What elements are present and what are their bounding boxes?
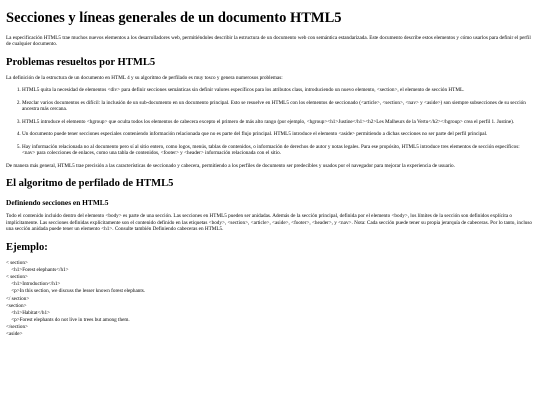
intro-paragraph: La especificación HTML5 trae muchos nuevos elementos a los desarrolladores web, permitiéndoles describir la estructura de un documento web con semántica estandarizada. Este documento describe estos elementos y cómo usarlos para definir el perfil de cualquier documento. xyxy=(6,34,531,48)
code-line: <p>Forest elephants do not live in trees but among them. xyxy=(6,317,130,324)
list-item: 4. Un documento puede tener secciones especiales conteniendo información relacionada que no es parte del flujo principal. HTML5 introduce el elemento <aside> permitiendo a dichas secciones no ser parte del perfil principal. xyxy=(22,131,534,138)
sections-subheading: Definiendo secciones en HTML5 xyxy=(6,197,109,207)
code-line: </ section> xyxy=(6,295,30,302)
code-line: <h1>Introduction</h1> xyxy=(6,281,61,288)
code-line: <p>In this section, we discuss the lesser known forest elephants. xyxy=(6,288,146,295)
example-heading: Ejemplo: xyxy=(6,241,48,253)
code-line: <aside> xyxy=(6,331,23,338)
code-line: < section> xyxy=(6,259,28,266)
list-item: 2. Mezclar varios documentos es difícil: la inclusión de un sub-documento en un documento principal. Esto se resuelve en HTML5 con los elementos de seccionado (<article>, <section>, <nav> y <aside>) son siempre subsecciones de su sección ancestra más cercana. xyxy=(22,100,534,113)
list-item: 5. Hay información relacionada no al documento pero sí al sitio entero, como logos, menús, tablas de contenidos, o información de derechos de autor y notas legales. Para ese propósito, HTML5 introduce tres elementos de sección específicos: <nav> para colecciones de enlaces, como una tabla de contenidos, <footer> y <header> información relacionada con el sitio. xyxy=(22,144,534,157)
sections-paragraph: Todo el contenido incluido dentro del elemento <body> es parte de una sección. Las secciones en HTML5 pueden ser anidadas. Además de la sección principal, definida por el elemento <body>, los límites de la sección son definidos explícita o implícitamente. Las secciones definidas explícitamente son el contenido definido en las etiquetas <body>, <section>, <article>, <aside>, <footer>, <header>, y <nav>. Nota: Cada sección puede tener su propia jerarquía de cabeceras. Por lo tanto, incluso una sección anidada puede tener un elemento <h1>. Consulte también Definiendo cabeceras en HTML5. xyxy=(6,213,532,233)
code-line: <h1>Habitat</h1> xyxy=(6,309,50,316)
problems-list xyxy=(6,87,534,157)
code-line: </section> xyxy=(6,324,28,331)
list-item: 1. HTML5 quita la necesidad de elementos <div> para definir secciones semánticas sin definir valores específicos para los atributos class, introduciendo un nuevo elemento, <section>, el elemento de sección HTML. xyxy=(22,87,534,94)
page-title: Secciones y líneas generales de un documento HTML5 xyxy=(6,10,342,26)
code-line: <h1>Forest elephants</h1> xyxy=(6,266,69,273)
algorithm-heading: El algoritmo de perfilado de HTML5 xyxy=(6,178,174,190)
list-item: 3. HTML5 introduce el elemento <hgroup> que oculta todos los elementos de cabecera excepto el primero de más alto rango (por ejemplo, <hgroup><h1>Justine</h1><h2>Les Malheurs de la Vertu</h2></hgroup> crea el perfil 1. Justine). xyxy=(22,119,534,126)
code-line: <section> xyxy=(6,302,27,309)
code-block xyxy=(6,260,534,339)
problems-closing: De manera más general, HTML5 trae precisión a las características de seccionado y cabecera, permitiendo a los perfiles de documento ser predecibles y usados por el navegador para mejorar la experiencia de usuario. xyxy=(6,162,455,169)
problems-lead: La definición de la estructura de un documento en HTML 4 y su algoritmo de perfilado es muy tosco y genera numerosos problemas: xyxy=(6,74,283,81)
code-line: < section> xyxy=(6,274,28,281)
problems-heading: Problemas resueltos por HTML5 xyxy=(6,56,156,68)
